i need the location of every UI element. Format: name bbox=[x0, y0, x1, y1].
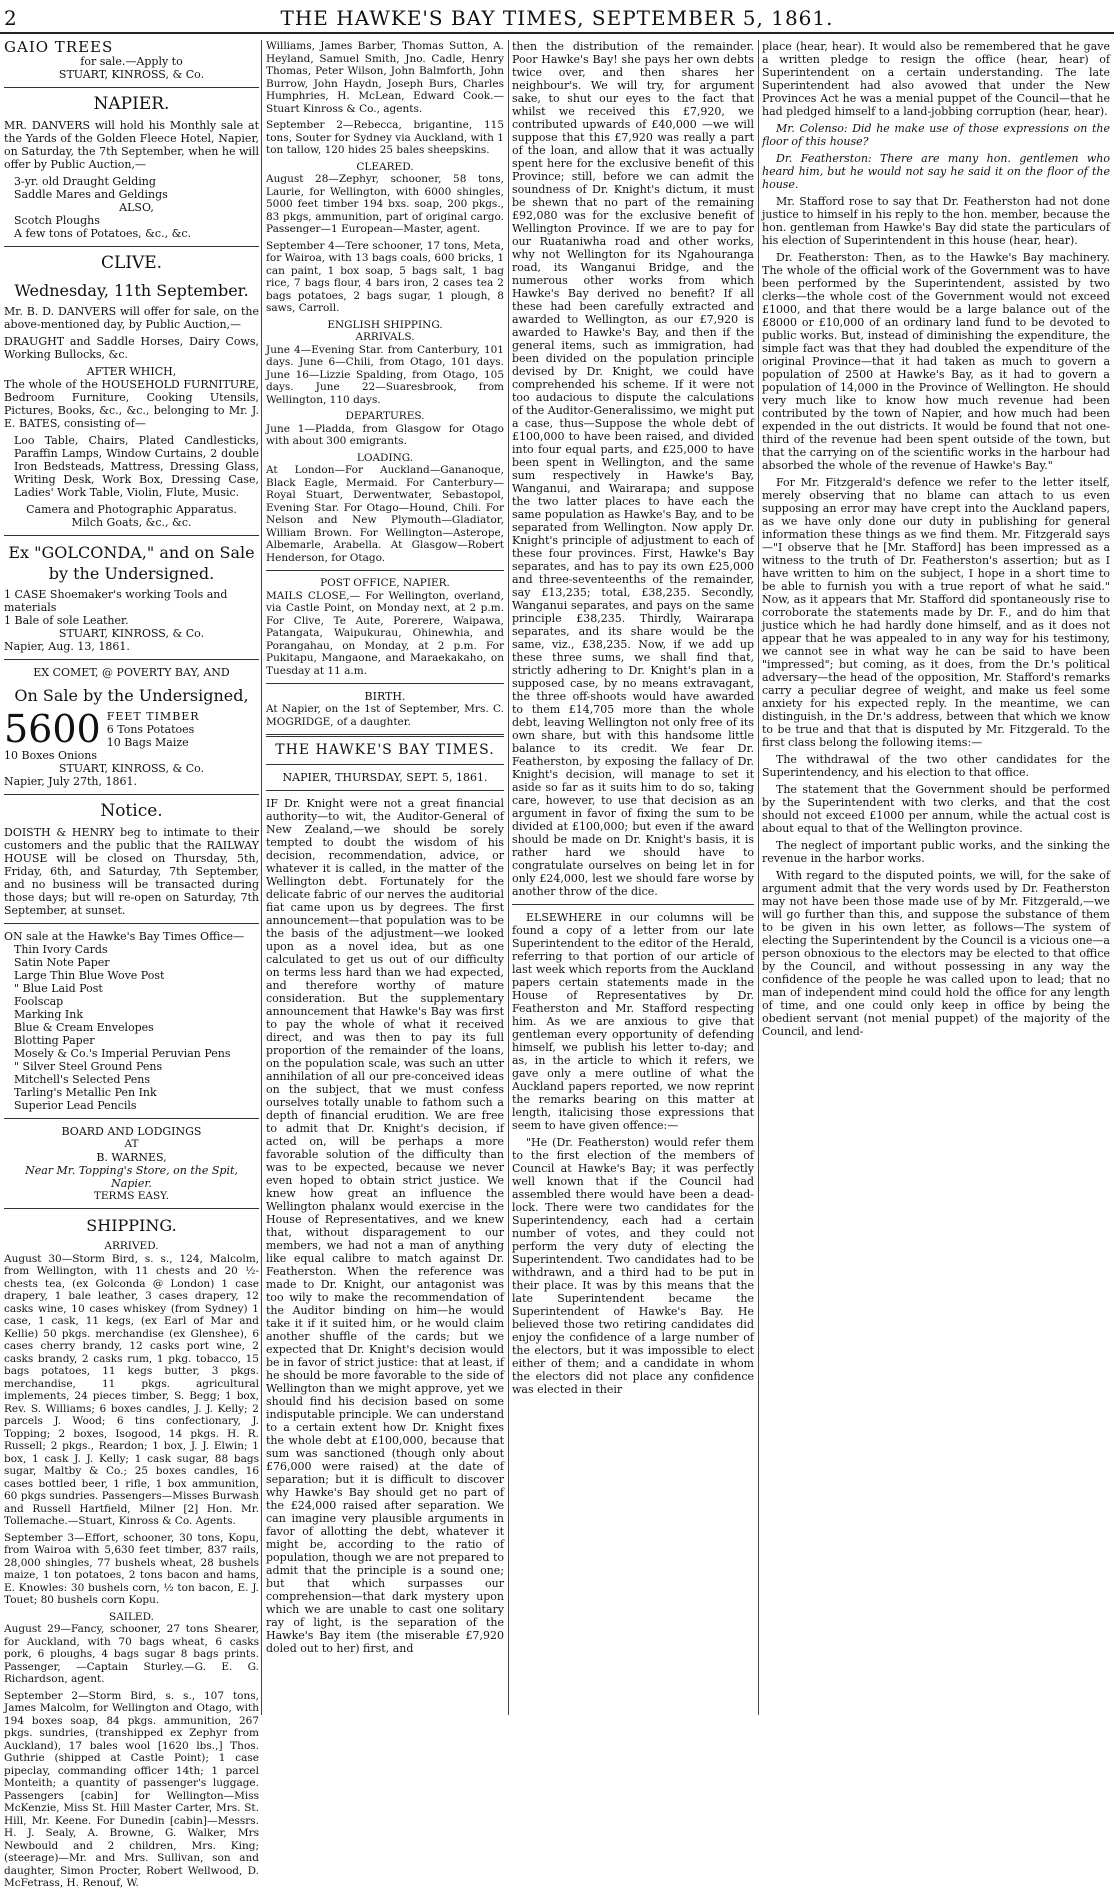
list-item: Large Thin Blue Wove Post bbox=[14, 969, 165, 982]
paper-date: NAPIER, THURSDAY, SEPT. 5, 1861. bbox=[282, 771, 488, 784]
column-4 bbox=[762, 40, 1110, 1715]
list-item: A few tons of Potatoes, &c., &c. bbox=[14, 227, 192, 240]
list-item: Blue & Cream Envelopes bbox=[14, 1021, 154, 1034]
column-rule bbox=[758, 40, 759, 1715]
board-line: Near Mr. Topping's Store, on the Spit, Napier. bbox=[25, 1163, 238, 1190]
birth-text: At Napier, on the 1st of September, Mrs. C. MOGRIDGE, of a daughter. bbox=[266, 703, 504, 728]
quote-text: "He (Dr. Featherston) would refer them to the first election of the members of Council at Hawke's Bay; it was perfectly well known that if the Council had assembled there would have been a dead-lock. There were two candidates for the Superintendency, each had a certain number of votes, and they could not perform the very duty of electing the Superintendent. Two candidates had to be withdrawn, and a third had to be put in their place. It was by this means that the late Superintendent became the Superintendent of Hawke's Bay. He believed those two retiring candidates did enjoy the confidence of a large number of the electors, but it was impossible to elect either of them; and a candidate in whom the electors did not place any confidence was elected in their bbox=[512, 1136, 754, 1396]
comet-heading: EX COMET, @ POVERTY BAY, AND bbox=[33, 666, 230, 679]
list-item: Tarling's Metallic Pen Ink bbox=[14, 1086, 157, 1099]
list-item: Mosely & Co.'s Imperial Peruvian Pens bbox=[14, 1047, 231, 1060]
article-text: Dr. Featherston: Then, as to the Hawke's Bay machinery. The whole of the official work of the Government was to have been performed by the Superintendent, assisted by two clerks—the whole cost of the Government would not exceed £1000, and that there would be a large balance out of the £8000 or £10,000 of an ordinary land fund to be devoted to public works. But, instead of diminishing the expenditure, the simple fact was that they had doubled the expenditure of the original Province—that it had taken as much to govern a population of 2500 at Hawke's Bay, as it had to govern a population of 14,000 in the Province of Wellington. He should very much like to know how much revenue had been contributed by the town of Napier, and how much had been expended in the out districts. It would be found that not one-third of the revenue had been spent outside of the town, but that the carrying on of the scientific works in the harbour had absorbed the whole of the revenue of Hawke's Bay." bbox=[762, 251, 1110, 472]
shipping-text: September 2—Storm Bird, s. s., 107 tons, James Malcolm, for Wellington and Otago, with 194 boxes soap, 84 pkgs. ammunition, 267 pkgs. sundries, (transhipped ex Zephyr from Auckland), 17 bales wool [1620 lbs.,] Thos. Guthrie (shipped at Castle Point); 1 case pipeclay, commanding officer 14th; 1 parcel Monteith; a quantity of passenger's luggage. Passengers [cabin] for Wellington—Miss McKenzie, Miss St. Hill Master Carter, Mrs. St. Hill, Mr. Keene. For Dunedin [cabin]—Messrs. H. J. Sealy, A. Browne, G. Walker, Mrs Newbould and 2 children, Mrs. King; (steerage)—Mr. and Mrs. Sullivan, son and daughter, Simon Procter, Robert Wellwood, D. McFetrass, H. Renouf, W. bbox=[4, 1689, 259, 1889]
notice-heading: Notice. bbox=[100, 801, 163, 821]
article-text: Mr. Stafford rose to say that Dr. Featherston had not done justice to himself in his reply to the hon. member, because the hon. gentleman from Hawke's Bay did state the particulars of his election of Superintendent in this house (hear, hear). bbox=[762, 195, 1110, 247]
cleared-label: CLEARED. bbox=[356, 160, 414, 173]
column-rule bbox=[508, 40, 509, 1715]
article-text: With regard to the disputed points, we will, for the sake of argument admit that the very words used by Dr. Featherston may not have been those made use of by Mr. Fitzgerald,—we will go further than this, and suppose the substance of them to be given in his own letter, as follows—The system of electing the Superintendent by the Council is a vicious one—a person obnoxious to the electors may be elected to that office by the Council, and without possessing in any way the confidence of the people he was called upon to lead; that no man of independent mind could hold the office for any length of time, and one could only keep in office by being the obedient servant (not menial puppet) of the majority of the Council, and lend- bbox=[762, 869, 1110, 1038]
comet-item: 6 Tons Potatoes bbox=[106, 723, 195, 736]
shipping-zephyr: August 28—Zephyr, schooner, 58 tons, Laurie, for Wellington, with 6000 shingles, 5000 feet timber 194 bxs. soap, 200 pkgs., 83 pkgs, ammunition, part of original cargo. Passenger—1 European—Master, agent. bbox=[266, 173, 504, 235]
list-item: Superior Lead Pencils bbox=[14, 1099, 137, 1112]
paper-title: THE HAWKE'S BAY TIMES. bbox=[275, 742, 495, 758]
sailed-label: SAILED. bbox=[109, 1610, 154, 1623]
editorial-continued: then the distribution of the remainder. Poor Hawke's Bay! she pays her own debts twice over, and then shares her neighbour's. We will try, for argument sake, to shut our eyes to the fact that whilst we received this £7,920, we contributed upwards of £40,000 —we will suppose that this £7,920 was really a part of the loan, and allow that it was actually spent here for the exclusive benefit of this Province; still, before we can admit the soundness of Dr. Knight's dictum, it must be shewn that no part of the remaining £92,080 was for the exclusive benefit of Wellington Province. If we are to pay for our Ruataniwha road and other works, why not Wellington for its Ngahouranga road, its Wanganui Bridge, and the numerous other works from which Hawke's Bay derived no benefit? If all these had been carefully extracted and awarded to Wellington, as our £7,920 is awarded to Hawke's Bay, and then if the general items, such as immigration, had been divided on the population principle devised by Dr. Knight, we could have comprehended his scheme. If it were not too audacious to dispute the calculations of the Auditor-Generalissimo, we might put a case, thus—Suppose the whole debt of £100,000 to have been raised, and divided into four equal parts, and £25,000 to have been spent in Wellington, and the same sum respectively in Hawke's Bay, Wanganui, and Wairarapa; and suppose the two latter places to have each the same population as Hawke's Bay, and to be separated from Wellington. Now apply Dr. Knight's principle of adjustment to each of these four provinces. First, Hawke's Bay separates, and has to pay its own £25,000 and three-seventeenths of the remainder, say £13,235; total, £38,235. Secondly, Wanganui separates, and pays on the same principle £38,235. Thirdly, Wairarapa separates, and its share would be the same, viz., £38,235. Now, if we add up these three sums, we shall find that, strictly adhering to Dr. Knight's plan in a supposed case, by no means extravagant, the three off-shoots would have awarded to them £14,705 more than the whole debt, leaving Wellington not only free of its own share, but with this handsome little balance to its credit. We fear Dr. Featherston, by exposing the fallacy of Dr. Knight's decision, will manage to set it aside so far as it suits him to do so, taking care, however, to use that decision as an argument in favor of fixing the sum to be divided at £100,000; but even if the award should be made on Dr. Knight's basis, it is rather hard we should have to congratulate ourselves on being let in for only £24,000, lest we should fare worse by another throw of the dice. bbox=[512, 40, 754, 898]
comet-quantity: 5600 bbox=[4, 707, 101, 751]
notice-body: DOISTH & HENRY beg to intimate to their customers and the public that the RAILWAY HOUSE will be closed on Thursday, 5th, Friday, 6th, and Saturday, 7th September, and no business will be transacted during those days; but will re-open on Saturday, 7th September, at sunset. bbox=[4, 826, 259, 917]
board-line: AT bbox=[124, 1138, 139, 1150]
article-text: The withdrawal of the two other candidates for the Superintendency, and his election to that office. bbox=[762, 753, 1110, 779]
page-title: THE HAWKE'S BAY TIMES, SEPTEMBER 5, 1861. bbox=[280, 6, 834, 30]
loading-text: At London—For Auckland—Gananoque, Black Eagle, Mermaid. For Canterbury—Royal Stuart, Derwentwater, Sebastopol, Evening Star. For Otago—Hound, Chili. For Nelson and New Plymouth—Gladiator, William Brown. For Wellington—Asterope, Albemarle, Arabella. At Glasgow—Robert Henderson, for Otago. bbox=[266, 464, 504, 564]
clive-furniture: The whole of the HOUSEHOLD FURNITURE, Bedroom Furniture, Cooking Utensils, Pictures, Books, &c., &c., belonging to Mr. J. E. BATES, consisting of— bbox=[4, 378, 259, 430]
article-text: The neglect of important public works, and the sinking the revenue in the harbor works. bbox=[762, 839, 1110, 865]
arrivals-text: June 4—Evening Star. from Canterbury, 101 days. June 6—Chili, from Otago, 101 days. June 16—Lizzie Spalding, from Otago, 105 days. June 22—Suaresbrook, from Wellington, 110 days. bbox=[266, 343, 504, 406]
arrived-label: ARRIVED. bbox=[104, 1240, 159, 1252]
danvers-items bbox=[4, 175, 259, 240]
list-item: 3-yr. old Draught Gelding bbox=[14, 175, 156, 188]
post-office-text: MAILS CLOSE,— For Wellington, overland, via Castle Point, on Monday next, at 2 p.m. For Clive, Te Aute, Porerere, Waipawa, Patangata, Waipukurau, Ohinewhia, and Porangahau, on Monday, at 2 p.m. For Pukitapu, Mangaone, and Maraekakaho, on Tuesday at 11 a.m. bbox=[266, 589, 504, 677]
board-heading: BOARD AND LODGINGS bbox=[61, 1125, 202, 1138]
masthead bbox=[0, 0, 1114, 34]
comet-subheading: On Sale by the Undersigned, bbox=[14, 686, 249, 705]
golconda-line: 1 Bale of sole Leather. bbox=[4, 614, 129, 627]
clive-date: Wednesday, 11th September. bbox=[14, 281, 249, 300]
clive-heading: CLIVE. bbox=[100, 253, 163, 273]
list-item: Saddle Mares and Geldings bbox=[14, 188, 168, 201]
board-line: TERMS EASY. bbox=[93, 1189, 170, 1202]
article-text: For Mr. Fitzgerald's defence we refer to the letter itself, merely observing that no blame can attach to us even supposing an error may have crept into the Auckland papers, as we have only done our duty in publishing for general information these things as we find them. Mr. Fitzgerald says—"I observe that he [Mr. Stafford] has been impressed as a witness to the truth of Dr. Featherston's assertion; but as I have written to him on the subject, I hope in a short time to be able to furnish you with a true report of what he said." Now, as it appears that Mr. Stafford did spontaneously rise to corroborate the statements made by Dr. F., and do him that justice which he had hardly done himself, and as it does not appear that he was appealed to in any way for his testimony, we cannot see in what way he can be said to have been "impressed"; but coming, as it does, from the Dr.'s political adversary—the head of the opposition, Mr. Stafford's remarks carry a peculiar degree of weight, and make us feel some anxiety for his expected reply. In the meantime, we can distinguish, in the Dr.'s address, between that which we know to be true and that that is disputed by Mr. Fitzgerald. To the first class belong the following items:— bbox=[762, 476, 1110, 749]
shipping-continued: Williams, James Barber, Thomas Sutton, A. Heyland, Samuel Smith, Jno. Cadle, Henry Thomas, Peter Wilson, John Balmforth, John Burrow, John Haydn, Joseph Burs, Charles Humphries, H. McLean, Edward Cook.—Stuart Kinross & Co., agents. bbox=[266, 40, 504, 115]
article-text: Mr. Colenso: Did he make use of those expressions on the floor of this house? bbox=[762, 122, 1110, 148]
golconda-line: 1 CASE Shoemaker's working Tools and materials bbox=[4, 588, 228, 614]
gaio-line: for sale.—Apply to bbox=[80, 55, 183, 68]
shipping-text: August 30—Storm Bird, s. s., 124, Malcolm, from Wellington, with 11 chests and 20 ½-chests tea, (ex Golconda @ London) 1 case drapery, 1 bale leather, 3 cases drapery, 12 casks wine, 10 cases whiskey (from Sydney) 1 case, 1 cask, 11 kegs, (ex Earl of Mar and Kellie) 50 pkgs. merchandise (ex Glenshee), 6 cases cherry brandy, 12 casks port wine, 2 casks brandy, 2 casks rum, 1 pkg. tobacco, 15 bags potatoes, 11 kegs butter, 3 pkgs. merchandise, 11 pkgs. agricultural implements, 24 pieces timber, S. Begg; 1 box, Rev. S. Williams; 6 boxes candles, J. J. Kelly; 2 parcels J. Wood; 6 tins confectionary, J. Topping; 2 boxes, Isogood, 14 pkgs. H. R. Russell; 2 pkgs., Reardon; 1 box, J. J. Elwin; 1 box, 1 cask J. J. Kelly; 1 cask sugar, 88 bags sugar, Maltby & Co.; 25 boxes candles, 16 cases bottled beer, 1 rifle, 1 box ammunition, 60 pkgs sundries. Passengers—Misses Burwash and Russell Hartfield, Milner [2] Hon. Mr. Tollemache.—Stuart, Kinross & Co. Agents. bbox=[4, 1252, 259, 1527]
list-item: Marking Ink bbox=[14, 1008, 83, 1021]
gaio-line: STUART, KINROSS, & Co. bbox=[58, 68, 205, 81]
article-text: Dr. Featherston: There are many hon. gentlemen who heard him, but he would not say he said it on the floor of the house. bbox=[762, 152, 1110, 191]
list-item: ALSO, bbox=[119, 201, 154, 214]
list-item: Mitchell's Selected Pens bbox=[14, 1073, 151, 1086]
clive-body: DRAUGHT and Saddle Horses, Dairy Cows, Working Bullocks, &c. bbox=[4, 335, 259, 361]
elsewhere-text: ELSEWHERE in our columns will be found a copy of a letter from our late Superintendent to the editor of the Herald, referring to that portion of our article of last week which reports from the Auckland papers certain statements made in the House of Representatives by Dr. Featherston and Mr. Stafford respecting him. As we are anxious to give that gentleman every opportunity of defending himself, we publish his letter to-day; and as, in the article to which it refers, we gave only a mere outline of what the Auckland papers reported, we now reprint the remarks bearing on this matter at length, italicising those expressions that seem to have given offence:— bbox=[512, 911, 754, 1132]
clive-after: AFTER WHICH, bbox=[86, 365, 177, 378]
column-1 bbox=[4, 38, 259, 1889]
arrivals-label: ARRIVALS. bbox=[355, 331, 415, 343]
onsale-intro: ON sale at the Hawke's Bay Times Office— bbox=[4, 930, 245, 943]
departures-text: June 1—Pladda, from Glasgow for Otago with about 300 emigrants. bbox=[266, 422, 504, 447]
comet-ad bbox=[4, 707, 259, 775]
golconda-heading: Ex "GOLCONDA," and on Sale by the Undersigned. bbox=[8, 543, 255, 583]
comet-item: FEET TIMBER bbox=[106, 710, 200, 723]
article-text: place (hear, hear). It would also be remembered that he gave a written pledge to resign the office (hear, hear) of Superintendent on a certain understanding. The late Superintendent had also avowed that under the New Provinces Act he was a menial puppet of the Council—that he had pledged himself to a land-jobbing corruption (hear, hear). bbox=[762, 40, 1110, 118]
birth-heading: BIRTH. bbox=[364, 690, 406, 703]
loading-label: LOADING. bbox=[356, 451, 414, 464]
list-item: " Silver Steel Ground Pens bbox=[14, 1060, 163, 1073]
list-item: Foolscap bbox=[14, 995, 64, 1008]
comet-item: 10 Boxes Onions bbox=[4, 749, 98, 762]
page-number: 2 bbox=[4, 6, 17, 30]
clive-items: Loo Table, Chairs, Plated Candlesticks, Paraffin Lamps, Window Curtains, 2 double Iron Bedsteads, Mattress, Dressing Glass, Writing Desk, Work Box, Dressing Case, Ladies' Work Table, Violin, Flute, Music. bbox=[14, 434, 259, 499]
gaio-heading: GAIO TREES bbox=[4, 38, 114, 56]
english-shipping-heading: ENGLISH SHIPPING. bbox=[327, 318, 443, 331]
column-rule bbox=[261, 40, 262, 1715]
shipping-heading: SHIPPING. bbox=[86, 1216, 177, 1235]
comet-item: STUART, KINROSS, & Co. bbox=[58, 762, 205, 775]
shipping-text: September 3—Effort, schooner, 30 tons, Kopu, from Wairoa with 5,630 feet timber, 837 rails, 28,000 shingles, 77 bushels wheat, 28 bushels maize, 1 ton potatoes, 2 tons bacon and hams, E. Knowles: 30 bushels corn, ½ ton bacon, E. J. Touet; 80 bushels corn Kopu. bbox=[4, 1531, 259, 1606]
clive-items-3: Milch Goats, &c., &c. bbox=[71, 516, 192, 529]
shipping-text: August 29—Fancy, schooner, 27 tons Shearer, for Auckland, with 70 bags wheat, 6 casks pork, 6 ploughs, 4 bags sugar 8 bags prints. Passenger, —Captain Sturley.—G. E. G. Richardson, agent. bbox=[4, 1623, 259, 1685]
column-3 bbox=[512, 40, 754, 1715]
clive-intro: Mr. B. D. DANVERS will offer for sale, on the above-mentioned day, by Public Auction,— bbox=[4, 305, 259, 331]
list-item: " Blue Laid Post bbox=[14, 982, 103, 995]
editorial-text: IF Dr. Knight were not a great financial authority—to wit, the Auditor-General of New Zealand,—we should be sorely tempted to doubt the wisdom of his decision, recommendation, advice, or whatever it is called, in the matter of the Wellington debt. Fortunately for the delicate fabric of our nerves the auditorial fiat came upon us by degrees. The first announcement—that population was to be the basis of the adjustment—we looked upon as a novel idea, but as one calculated to get us out of our difficulty on terms less hard than we had expected, and therefore worthy of mature consideration. But the supplementary announcement that Hawke's Bay was first to pay the whole of what it received direct, and was then to pay its full proportion of the remainder of the loans, on the population scale, was such an utter annihilation of all our pre-conceived ideas on the subject, that we must confess ourselves totally unable to fathom such a depth of financial erudition. We are free to admit that Dr. Knight's decision, if acted on, will be perhaps a more favorable solution of the difficulty than was to be expected, because we never even hoped to obtain strict justice. We knew how great an influence the Wellington phalanx would exercise in the House of Representatives, and we knew that, without disparagement to our members, we had not a man of anything like equal calibre to match against Dr. Featherston. When the reference was made to Dr. Knight, our antagonist was too wily to make the recommendation of the Auditor binding on him—he would take it if it suited him, or he would claim another shuffle of the cards; but we expected that Dr. Knight's decision would be in favor of strict justice: that at least, if he should be more favorable to the side of Wellington than we might approve, yet we should find his decision based on some indisputable principle. We can understand to a certain extent how Dr. Knight fixes the whole debt at £100,000, because that sum was sanctioned (though only about £76,000 were raised) at the date of separation; but it is difficult to discover why Hawke's Bay should get no part of the £24,000 raised after separation. We can imagine very plausible arguments in favor of allotting the debt, whatever it might be, according to the ratio of population, though we are not prepared to admit that the principle is a sound one; but that which surpasses our comprehension—that dark mystery upon which we are unable to cast one solitary ray of light, is the separation of the Hawke's Bay item (the miserable £7,920 doled out to her) first, and bbox=[266, 797, 504, 1655]
onsale-list bbox=[4, 943, 259, 1112]
article-text: The statement that the Government should be performed by the Superintendent with two clerks, and that the cost should not exceed £1000 per annum, while the actual cost is about equal to that of the Wellington province. bbox=[762, 783, 1110, 835]
board-line: B. WARNES, bbox=[96, 1150, 167, 1164]
list-item: Thin Ivory Cards bbox=[14, 943, 108, 956]
post-office-heading: POST OFFICE, NAPIER. bbox=[320, 577, 450, 589]
list-item: Satin Note Paper bbox=[14, 956, 110, 969]
column-2 bbox=[266, 40, 504, 1715]
clive-items-2: Camera and Photographic Apparatus. bbox=[26, 503, 237, 516]
shipping-rebecca: September 2—Rebecca, brigantine, 115 tons, Souter for Sydney via Auckland, with 1 ton tallow, 120 hides 25 bales sheepskins. bbox=[266, 119, 504, 156]
comet-item: 10 Bags Maize bbox=[106, 736, 189, 749]
list-item: Scotch Ploughs bbox=[14, 214, 100, 227]
shipping-tere: September 4—Tere schooner, 17 tons, Meta, for Wairoa, with 13 bags coals, 600 bricks, 1 can paint, 1 box soap, 5 bags salt, 1 bag rice, 7 bags flour, 4 bars iron, 2 cases tea 2 bags potatoes, 2 bags sugar, 1 plough, 8 saws, Carroll. bbox=[266, 239, 504, 314]
napier-heading: NAPIER. bbox=[93, 94, 170, 114]
golconda-line: STUART, KINROSS, & Co. bbox=[58, 627, 205, 640]
danvers-ad: MR. DANVERS will hold his Monthly sale at the Yards of the Golden Fleece Hotel, Napier, on Saturday, the 7th September, when he will offer by Public Auction,— bbox=[4, 119, 259, 171]
golconda-line: Napier, Aug. 13, 1861. bbox=[4, 640, 130, 653]
list-item: Blotting Paper bbox=[14, 1034, 95, 1047]
comet-date: Napier, July 27th, 1861. bbox=[4, 775, 138, 788]
departures-label: DEPARTURES. bbox=[345, 410, 425, 422]
